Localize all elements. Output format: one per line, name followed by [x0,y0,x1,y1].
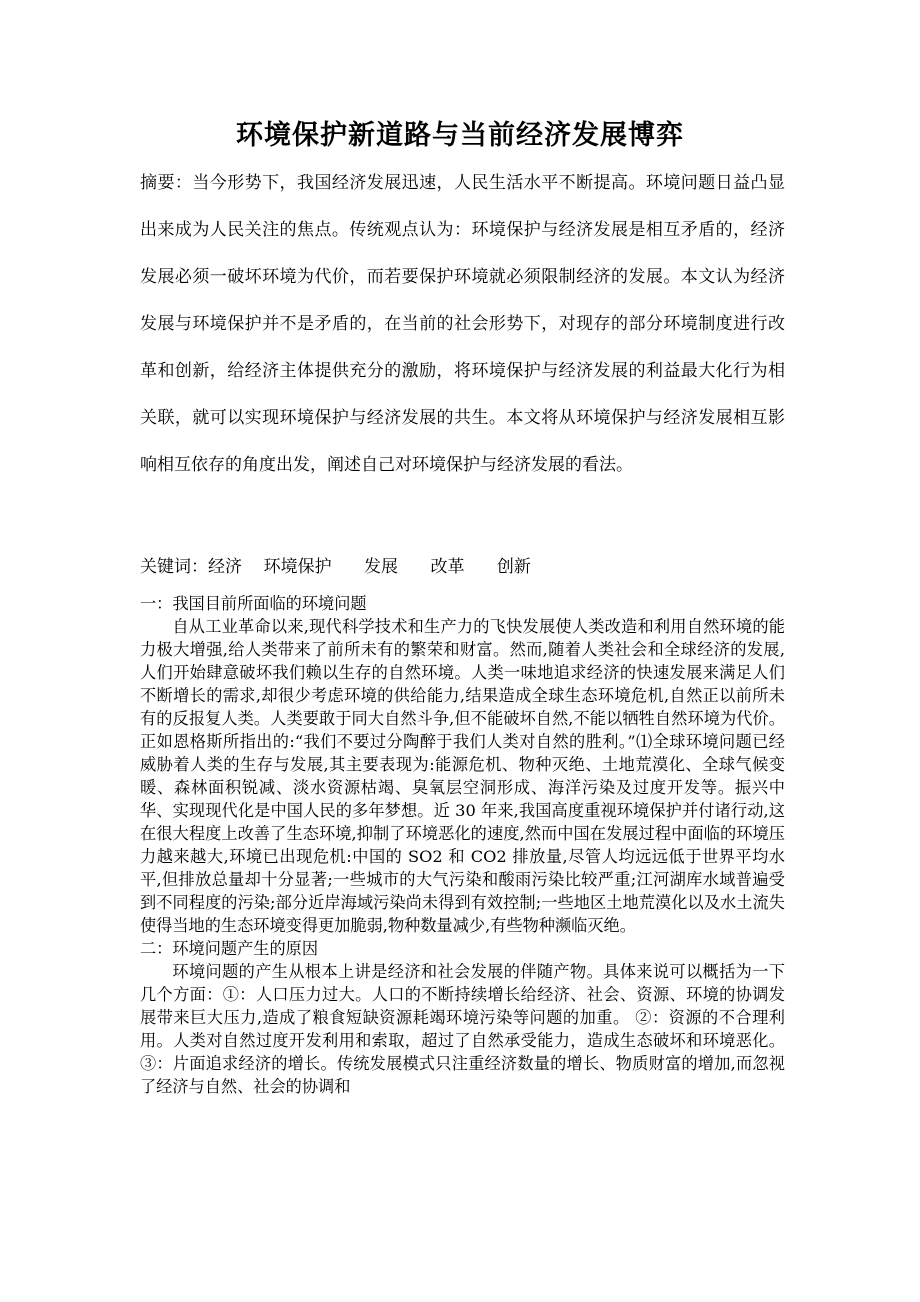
keywords-line: 关键词：经济 环境保护 发展 改革 创新 [140,557,531,577]
body-text [140,592,785,1098]
page-title: 环境保护新道路与当前经济发展博弈 [236,120,684,151]
section-paragraph-2: 环境问题的产生从根本上讲是经济和社会发展的伴随产物。具体来说可以概括为一下几个方面：①：人口压力过大。人口的不断持续增长给经济、社会、资源、环境的协调发展带来巨大压力,造成了粮食短缺资源耗竭环境污染等问题的加重。 ②：资源的不合理利用。人类对自然过度开发利用和索取，超过了自然承受能力，造成生态破坏和环境恶化。③：片面追求经济的增长。传统发展模式只注重经济数量的增长、物质财富的增加,而忽视了经济与自然、社会的协调和 [140,962,785,1096]
section-heading-1: 一：我国目前所面临的环境问题 [140,594,367,613]
section-paragraph-1: 自从工业革命以来,现代科学技术和生产力的飞快发展使人类改造和利用自然环境的能力极大增强,给人类带来了前所未有的繁荣和财富。然而,随着人类社会和全球经济的发展,人们开始肆意破坏我们赖以生存的自然环境。人类一味地追求经济的快速发展来满足人们不断增长的需求,却很少考虑环境的供给能力,结果造成全球生态环境危机,自然正以前所未有的反报复人类。人类要敢于同大自然斗争,但不能破坏自然,不能以牺牲自然环境为代价。正如恩格斯所指出的:“我们不要过分陶醉于我们人类对自然的胜利。”⑴全球环境问题已经威胁着人类的生存与发展,其主要表现为:能源危机、物种灭绝、土地荒漠化、全球气候变暖、森林面积锐减、淡水资源枯竭、臭氧层空洞形成、海洋污染及过度开发等。振兴中华、实现现代化是中国人民的多年梦想。近 30 年来,我国高度重视环境保护并付诸行动,这在很大程度上改善了生态环境,抑制了环境恶化的速度,然而中国在发展过程中面临的环境压力越来越大,环境已出现危机:中国的 SO2 和 CO2 排放量,尽管人均远远低于世界平均水平,但排放总量却十分显著;一些城市的大气污染和酸雨污染比较严重;江河湖库水域普遍受到不同程度的污染;部分近岸海域污染尚未得到有效控制;一些地区土地荒漠化以及水土流失使得当地的生态环境变得更加脆弱,物种数量减少,有些物种濒临灭绝。 [140,617,785,935]
abstract-text: 摘要：当今形势下，我国经济发展迅速，人民生活水平不断提高。环境问题日益凸显出来成为人民关注的焦点。传统观点认为：环境保护与经济发展是相互矛盾的，经济发展必须一破坏环境为代价，而若要保护环境就必须限制经济的发展。本文认为经济发展与环境保护并不是矛盾的，在当前的社会形势下，对现存的部分环境制度进行改革和创新，给经济主体提供充分的激励，将环境保护与经济发展的利益最大化行为相关联，就可以实现环境保护与经济发展的共生。本文将从环境保护与经济发展相互影响相互依存的角度出发，阐述自己对环境保护与经济发展的看法。 [140,173,785,475]
section-heading-2: 二：环境问题产生的原因 [140,939,319,958]
